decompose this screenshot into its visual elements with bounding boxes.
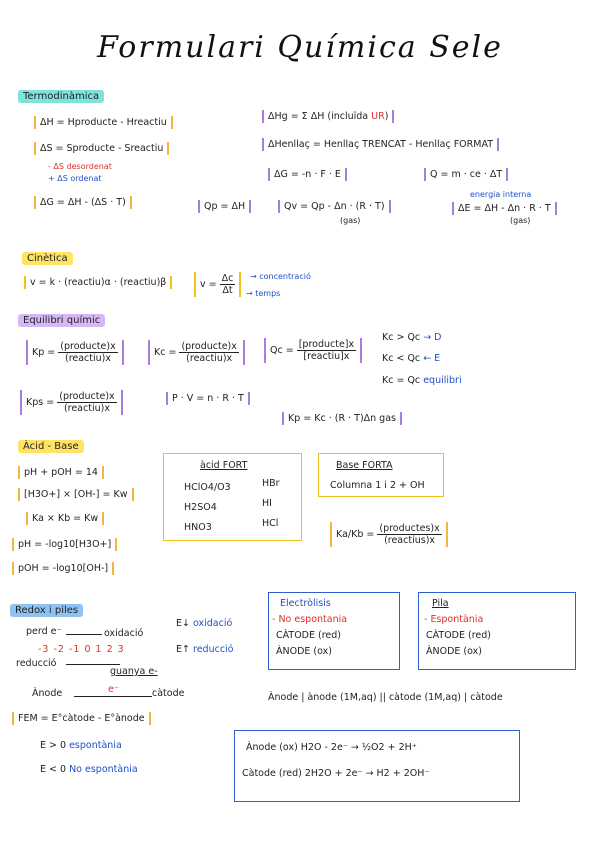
kc-gt-qc bbox=[382, 332, 441, 343]
pile-title: Pila bbox=[432, 598, 449, 609]
pos-sym: E > 0 bbox=[40, 740, 67, 751]
e-down-label: oxidació bbox=[193, 618, 233, 629]
formula-rate-law: v = k · (reactiu)α · (reactiu)β bbox=[24, 276, 172, 289]
ka-kb-pre: Ka/Kb = bbox=[336, 529, 375, 540]
electrolysis-cathode: CÀTODE (red) bbox=[276, 630, 341, 641]
ka-kb-num: (productes)x bbox=[379, 523, 440, 534]
qc-den: [reactiu]x bbox=[303, 351, 350, 362]
strong-acid-6: HCl bbox=[262, 518, 279, 529]
electrolysis-not-spontaneous: - No espontania bbox=[272, 614, 348, 625]
internal-energy-label: energia interna bbox=[470, 190, 532, 199]
reduction-label: reducció bbox=[16, 658, 57, 669]
formula-ka-kb: Ka × Kb = Kw bbox=[26, 512, 104, 525]
formula-poh: pOH = -log10[OH-] bbox=[12, 562, 114, 575]
electrolysis-anode: ÀNODE (ox) bbox=[276, 646, 332, 657]
hess-text: ΔHg = Σ ΔH (inclu bbox=[268, 111, 354, 122]
strong-acid-3: HNO3 bbox=[184, 522, 212, 533]
kp-pre: Kp = bbox=[32, 347, 56, 358]
ka-kb-den: (reactius)x bbox=[384, 535, 436, 546]
anode-label: Ànode bbox=[32, 688, 63, 699]
electron-label: e⁻ bbox=[108, 684, 119, 695]
cmp3: Kc = Qc bbox=[382, 375, 421, 386]
neg-sym: E < 0 bbox=[40, 764, 67, 775]
formula-kw: [H3O+] × [OH-] = Kw bbox=[18, 488, 134, 501]
strong-acid-title: àcid FORT bbox=[200, 460, 248, 471]
e-down bbox=[176, 618, 232, 629]
e-down-sym: E↓ bbox=[176, 618, 190, 629]
formula-de: ΔE = ΔH - Δn · R · T bbox=[452, 202, 557, 215]
section-kinetics: Cinètica bbox=[22, 252, 73, 265]
formula-kps bbox=[20, 390, 123, 415]
formula-kp bbox=[26, 340, 124, 365]
section-redox: Redox i piles bbox=[10, 604, 83, 617]
kc-num: (producte)x bbox=[181, 341, 237, 352]
rate-num: Δc bbox=[221, 273, 234, 284]
conc-note: → concentració bbox=[250, 272, 311, 281]
kc-den: (reactiu)x bbox=[186, 353, 233, 364]
rate-pre: v = bbox=[200, 279, 217, 290]
electrolysis-title: Electròlisis bbox=[280, 598, 331, 609]
pile-anode: ÀNODE (ox) bbox=[426, 646, 482, 657]
formula-ideal-gas: P · V = n · R · T bbox=[166, 392, 250, 405]
strong-acid-5: HI bbox=[262, 498, 272, 509]
loses-electrons: perd e⁻ bbox=[26, 626, 62, 637]
pos-label: espontània bbox=[69, 740, 122, 751]
formula-qc bbox=[264, 338, 362, 363]
kc-lt-qc bbox=[382, 353, 440, 364]
formula-qv: Qv = Qp - Δn · (R · T) bbox=[278, 200, 391, 213]
e-up-label: reducció bbox=[193, 644, 234, 655]
strong-base-title: Base FORTA bbox=[336, 460, 393, 471]
strong-acid-2: H2SO4 bbox=[184, 502, 217, 513]
kc-eq-qc bbox=[382, 375, 462, 386]
pile-cathode: CÀTODE (red) bbox=[426, 630, 491, 641]
electron-flow-arrow bbox=[74, 696, 152, 697]
cathode-label: càtode bbox=[152, 688, 185, 699]
cmp3-result: equilibri bbox=[423, 375, 462, 386]
time-note: → temps bbox=[246, 289, 281, 298]
hess-text-b: ïda bbox=[353, 111, 369, 122]
neg-label: No espontània bbox=[69, 764, 138, 775]
reduction-arrow-line bbox=[66, 664, 120, 665]
section-equilibrium: Equilibri químic bbox=[18, 314, 105, 327]
page-title: Formulari Química Sele bbox=[97, 30, 503, 65]
section-thermo: Termodinàmica bbox=[18, 90, 104, 103]
formula-ka-kb-ratio bbox=[330, 522, 448, 547]
formula-q: Q = m · ce · ΔT bbox=[424, 168, 508, 181]
formula-dh: ΔH = Hproducte - Hreactiu bbox=[34, 116, 173, 129]
water-cathode-reaction: Càtode (red) 2H2O + 2e⁻ → H2 + 2OH⁻ bbox=[242, 768, 430, 779]
qc-pre: Qc = bbox=[270, 345, 294, 356]
negative-e bbox=[40, 764, 138, 775]
oxidation-label: oxidació bbox=[104, 628, 144, 639]
qv-gas-note: (gas) bbox=[340, 216, 361, 225]
formula-dg-electro: ΔG = -n · F · E bbox=[268, 168, 347, 181]
kc-pre: Kc = bbox=[154, 347, 177, 358]
kps-den: (reactiu)x bbox=[63, 403, 110, 414]
gains-electrons: guanya e- bbox=[110, 666, 158, 677]
cmp2-result: ← E bbox=[423, 353, 441, 364]
pile-spontaneous: - Espontània bbox=[424, 614, 484, 625]
de-gas-note: (gas) bbox=[510, 216, 531, 225]
formula-dg: ΔG = ΔH - (ΔS · T) bbox=[34, 196, 132, 209]
kp-num: (producte)x bbox=[60, 341, 116, 352]
formula-kc bbox=[148, 340, 245, 365]
section-acidbase: Àcid - Base bbox=[18, 440, 84, 453]
e-up bbox=[176, 644, 234, 655]
formula-qp: Qp = ΔH bbox=[198, 200, 251, 213]
qc-num: [producte]x bbox=[298, 339, 355, 350]
formula-rate bbox=[194, 272, 241, 297]
strong-base-text: Columna 1 i 2 + OH bbox=[330, 480, 425, 491]
hess-close: ) bbox=[384, 111, 389, 122]
water-anode-reaction: Ànode (ox) H2O - 2e⁻ → ½O2 + 2H⁺ bbox=[246, 742, 417, 753]
cmp1-result: → D bbox=[423, 332, 442, 343]
ds-plus-note: + ΔS ordenat bbox=[48, 174, 102, 183]
positive-e bbox=[40, 740, 122, 751]
cmp1: Kc > Qc bbox=[382, 332, 421, 343]
formula-ds: ΔS = Sproducte - Sreactiu bbox=[34, 142, 169, 155]
cell-notation: Ànode | ànode (1M,aq) || càtode (1M,aq) | càtode bbox=[268, 692, 503, 703]
formula-kp-kc: Kp = Kc · (R · T)Δn gas bbox=[282, 412, 402, 425]
kps-num: (producte)x bbox=[59, 391, 115, 402]
oxidation-scale: -3 -2 -1 0 1 2 3 bbox=[38, 644, 125, 655]
formula-ph: pH = -log10[H3O+] bbox=[12, 538, 117, 551]
e-up-sym: E↑ bbox=[176, 644, 190, 655]
water-electrolysis-panel bbox=[234, 730, 520, 802]
ds-minus-note: - ΔS desordenat bbox=[48, 162, 112, 171]
formula-bonds: ΔHenllaç = Henllaç TRENCAT - Henllaç FORMAT bbox=[262, 138, 499, 151]
oxidation-arrow-line bbox=[66, 634, 102, 635]
formula-fem: FEM = E°càtode - E°ànode bbox=[12, 712, 151, 725]
strong-acid-1: HClO4/O3 bbox=[184, 482, 231, 493]
formula-hess bbox=[262, 110, 394, 123]
strong-acid-4: HBr bbox=[262, 478, 280, 489]
kps-pre: Kps = bbox=[26, 397, 55, 408]
cmp2: Kc < Qc bbox=[382, 353, 421, 364]
hess-ur: UR bbox=[371, 111, 385, 122]
kp-den: (reactiu)x bbox=[64, 353, 111, 364]
formula-ph-poh: pH + pOH = 14 bbox=[18, 466, 104, 479]
rate-den: Δt bbox=[222, 285, 233, 296]
